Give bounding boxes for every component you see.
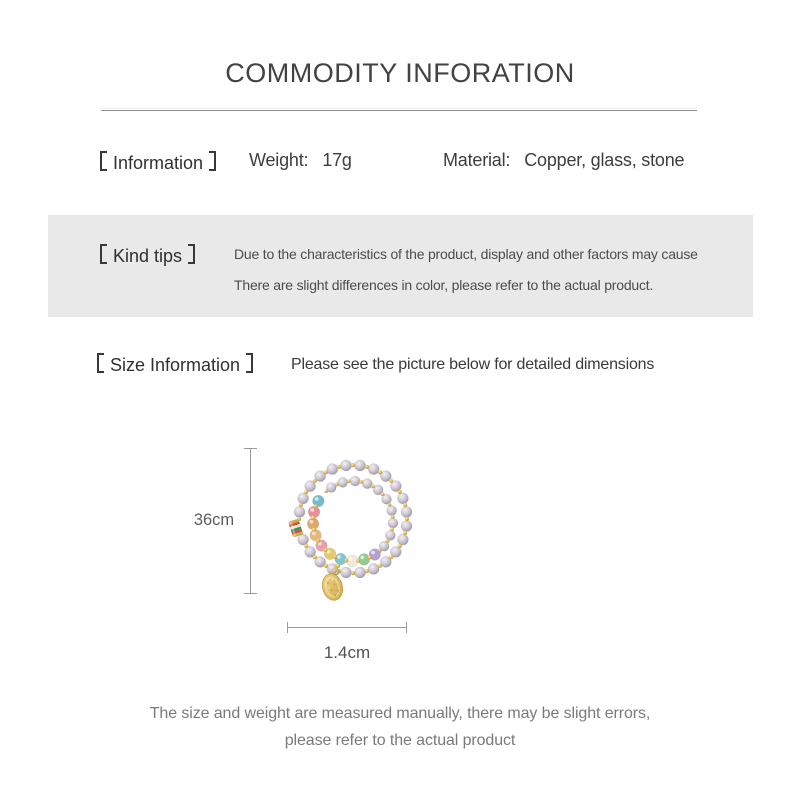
footer-note [0,701,800,754]
footer-line-1: The size and weight are measured manually, there may be slight errors, [149,705,651,722]
weight-value: 17g [322,150,352,170]
lenticular-bracket-open-icon [97,353,104,373]
kind-tips-section [48,215,753,317]
lenticular-bracket-close-icon [246,353,253,373]
bracelet-product-image [271,441,435,603]
horizontal-dimension-line [287,627,407,628]
lenticular-bracket-open-icon [100,151,107,171]
weight-field [249,150,352,171]
height-dimension-label: 36cm [193,511,235,529]
size-information-section-label [97,351,253,376]
material-value: Copper, glass, stone [524,150,685,170]
material-label: Material: [443,150,511,170]
kind-tips-line-2: There are slight differences in color, please refer to the actual product. [234,277,654,293]
kind-tips-label [100,242,195,267]
lenticular-bracket-close-icon [188,244,195,264]
kind-tips-line-1: Due to the characteristics of the product, display and other factors may cause [234,246,698,262]
size-information-label-text: Size Information [110,355,241,375]
width-dimension-label: 1.4cm [323,643,371,662]
lenticular-bracket-close-icon [209,151,216,171]
size-information-description: Please see the picture below for detailed dimensions [291,356,655,373]
information-label-text: Information [113,153,204,173]
weight-label: Weight: [249,150,309,170]
lenticular-bracket-open-icon [100,244,107,264]
material-field [443,150,684,171]
information-section-label [100,149,216,174]
footer-line-2: please refer to the actual product [284,731,516,749]
vertical-dimension-line [250,448,251,594]
kind-tips-label-text: Kind tips [113,246,183,266]
title-divider [101,110,697,111]
kind-tips-text [234,239,698,301]
page-title: COMMODITY INFORATION [225,58,575,88]
